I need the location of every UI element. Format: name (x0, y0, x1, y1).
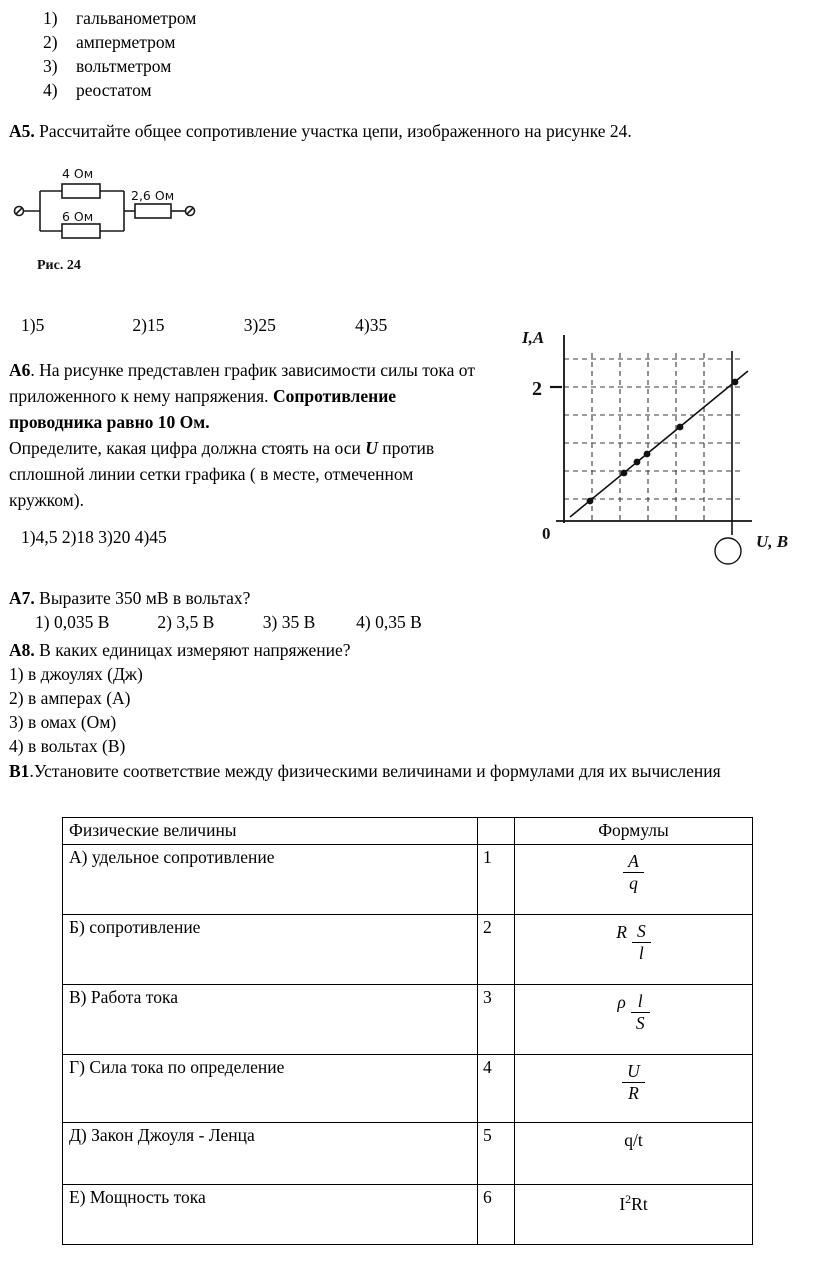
quantity-cell: Б) сопротивление (63, 914, 478, 984)
question-b1-text: .Установите соответствие между физическими величинами и формулами для их вычисления (29, 760, 721, 781)
formula-cell (515, 1184, 753, 1244)
fraction (632, 921, 651, 964)
list-item (43, 54, 806, 78)
question-a6-section (9, 328, 806, 580)
intro-option-list (43, 6, 806, 102)
question-a6-u-symbol: U (365, 438, 378, 458)
fraction-denominator: q (623, 872, 644, 894)
formula-cell (515, 914, 753, 984)
y-tick-label: 2 (532, 378, 542, 400)
list-item (43, 30, 806, 54)
fraction (631, 991, 650, 1034)
formula-prefix: R (616, 921, 627, 942)
number-cell: 2 (478, 914, 515, 984)
quantity-cell: А) удельное сопротивление (63, 844, 478, 914)
question-a6-bold-part: Сопротивление проводника равно 10 Ом. (9, 386, 397, 432)
number-cell: 3 (478, 984, 515, 1054)
a6-answers-row (21, 525, 483, 549)
question-a6-text-part: Определите, какая цифра должна стоять на оси (9, 438, 366, 458)
question-b1 (9, 758, 801, 785)
question-a8-text: В каких единицах измеряют напряжение? (34, 639, 351, 660)
fraction-denominator: l (632, 942, 651, 964)
fraction-numerator: l (637, 990, 643, 1011)
a6-answer-option: 2)18 (61, 527, 94, 547)
table-header-row (63, 817, 753, 844)
table-row (63, 844, 753, 914)
question-a5-label: А5. (9, 121, 35, 141)
list-item-number: 2) (43, 32, 58, 52)
header-quantities: Физические величины (63, 817, 478, 844)
number-cell: 1 (478, 844, 515, 914)
formula-cell (515, 984, 753, 1054)
question-b1-label: В1 (9, 760, 30, 781)
a7-answers-row (35, 610, 806, 634)
a8-answer-option: 2) в амперах (А) (9, 687, 131, 708)
list-item-text: амперметром (76, 32, 176, 52)
number-cell: 4 (478, 1054, 515, 1122)
formula-cell (515, 1054, 753, 1122)
header-formulas: Формулы (515, 817, 753, 844)
iu-graph (494, 321, 806, 573)
graph-grid-dashed (564, 353, 742, 521)
a7-answer-option: 2) 3,5 В (157, 611, 215, 632)
resistor-bottom-label: 6 Ом (62, 209, 94, 224)
a7-answer-option: 3) 35 В (262, 611, 316, 632)
question-a7-text: Выразите 350 мВ в вольтах? (34, 587, 251, 608)
table-row (63, 1184, 753, 1244)
question-a6-text (9, 357, 483, 513)
a8-answer-option: 1) в джоулях (Дж) (9, 663, 143, 684)
table-row (63, 914, 753, 984)
formula-cell (515, 844, 753, 914)
list-item-text: вольтметром (76, 56, 172, 76)
table-row (63, 1122, 753, 1184)
formula-rest: Rt (631, 1193, 648, 1214)
question-a5-text: Рассчитайте общее сопротивление участка цепи, изображенного на рисунке 24. (34, 121, 632, 141)
a8-answer-option: 4) в вольтах (В) (9, 735, 126, 756)
header-number-column (478, 817, 515, 844)
number-cell: 5 (478, 1122, 515, 1184)
figure-caption: Рис. 24 (37, 258, 81, 273)
a8-answer-option: 3) в омах (Ом) (9, 711, 117, 732)
quantity-cell: В) Работа тока (63, 984, 478, 1054)
quantity-cell: Г) Сила тока по определение (63, 1054, 478, 1122)
a5-answer-option: 1)5 (21, 315, 45, 335)
question-a5 (9, 119, 806, 143)
a6-answer-option: 1)4,5 (21, 527, 58, 547)
formula-cell (515, 1122, 753, 1184)
y-axis-label: I,A (522, 328, 545, 347)
list-item (43, 6, 806, 30)
number-cell: 6 (478, 1184, 515, 1244)
question-a6-text-part: . На рисунке представлен график зависимости силы тока от приложенного к нему напряжения. (9, 360, 475, 406)
answer-circle-marker (715, 538, 741, 564)
fraction-denominator: S (631, 1012, 650, 1034)
fraction (622, 1061, 645, 1104)
graph-axes (556, 335, 752, 523)
a5-answer-option: 3)25 (243, 315, 276, 335)
a6-answer-option: 3)20 (98, 527, 131, 547)
match-table (62, 817, 753, 1245)
question-a7-label: А7. (9, 587, 35, 608)
circuit-figure (9, 165, 204, 283)
list-item (43, 78, 806, 102)
fraction-numerator: S (636, 920, 646, 941)
list-item-number: 4) (43, 80, 58, 100)
formula-prefix: ρ (617, 991, 626, 1012)
resistor-series-label: 2,6 Ом (131, 188, 175, 203)
question-a6-text-part: против сплошной линии сетки графика ( в месте, отмеченном кружком). (9, 438, 435, 510)
a7-answer-option: 4) 0,35 В (356, 611, 422, 632)
fraction-numerator: A (628, 850, 639, 871)
inline-formula: q/t (624, 1129, 643, 1150)
quantity-cell: Е) Мощность тока (63, 1184, 478, 1244)
question-a8 (9, 638, 806, 662)
origin-label: 0 (542, 524, 551, 543)
list-item-text: гальванометром (76, 8, 197, 28)
iu-graph-container (494, 321, 806, 580)
formula-base: I (619, 1193, 626, 1214)
table-row (63, 984, 753, 1054)
resistor-top-label: 4 Ом (62, 166, 94, 181)
list-item-number: 3) (43, 56, 58, 76)
x-axis-label: U, В (756, 532, 789, 551)
question-a6-label: А6 (9, 360, 31, 380)
a7-answer-option: 1) 0,035 В (35, 611, 110, 632)
question-a8-label: А8. (9, 639, 35, 660)
question-a6-left-column (9, 337, 483, 549)
formula-superscript: 2 (625, 1191, 632, 1206)
a5-answer-option: 2)15 (132, 315, 165, 335)
list-item-number: 1) (43, 8, 58, 28)
fraction-numerator: U (627, 1060, 640, 1081)
a6-answer-option: 4)45 (134, 527, 167, 547)
quantity-cell: Д) Закон Джоуля - Ленца (63, 1122, 478, 1184)
a5-answer-option: 4)35 (355, 315, 388, 335)
graph-trend-line (570, 371, 748, 517)
fraction (623, 851, 644, 894)
question-a7 (9, 586, 806, 610)
list-item-text: реостатом (76, 80, 152, 100)
table-row (63, 1054, 753, 1122)
fraction-denominator: R (622, 1082, 645, 1104)
